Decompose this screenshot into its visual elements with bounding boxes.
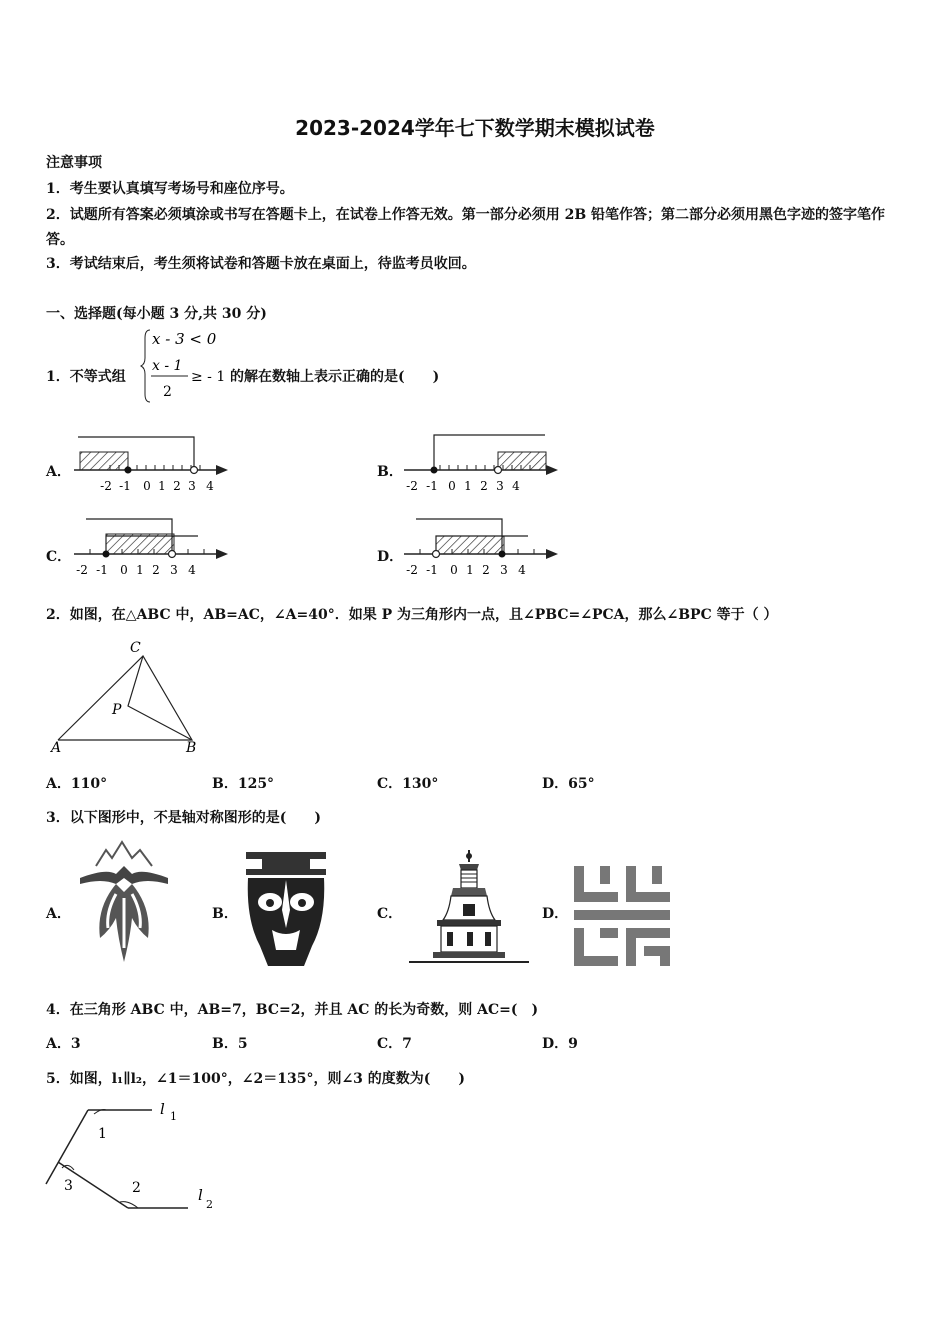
q2-option-c[interactable]: C．130° — [377, 776, 439, 792]
q4-text: 4．在三角形 ABC 中，AB=7，BC=2，并且 AC 的长为奇数，则 AC=( ) — [46, 1002, 539, 1018]
q1-suffix: 的解在数轴上表示正确的是( ) — [230, 369, 440, 385]
tick-label: 4 — [512, 479, 520, 493]
q1-option-b-label[interactable]: B． — [377, 464, 403, 480]
tick-label: -2 — [100, 479, 112, 493]
tick-label: 1 — [466, 563, 474, 577]
tick-label: 2 — [152, 563, 160, 577]
q3-figure-c-pagoda — [407, 848, 531, 966]
tick-label: 0 — [120, 563, 128, 577]
tick-label: -2 — [406, 479, 418, 493]
q1-number-line-c — [70, 512, 240, 580]
q2-triangle-figure — [46, 632, 216, 757]
q2-text: 2．如图，在△ABC 中，AB=AC，∠A=40°．如果 P 为三角形内一点，且∠PBC=∠PCA，那么∠BPC 等于（ ） — [46, 607, 778, 623]
tick-label: 4 — [518, 563, 526, 577]
notice-item-2: 2．试题所有答案必须填涂或书写在答题卡上，在试卷上作答无效。第一部分必须用 2B 铅笔作答；第二部分必须用黑色字迹的签字笔作答。 — [46, 207, 886, 248]
q5-angle-2: 2 — [132, 1180, 141, 1196]
tick-label: 2 — [482, 563, 490, 577]
q3-option-a-label[interactable]: A． — [46, 906, 71, 922]
q2-option-d[interactable]: D．65° — [542, 776, 595, 792]
tick-label: -1 — [426, 479, 438, 493]
q1-number-line-b — [400, 430, 570, 496]
q2-option-b[interactable]: B．125° — [212, 776, 275, 792]
tick-label: 1 — [158, 479, 166, 493]
q1-prefix: 1．不等式组 — [46, 369, 126, 385]
q2-label-b: B — [186, 740, 197, 756]
q2-label-p: P — [112, 702, 122, 718]
q4-option-c[interactable]: C．7 — [377, 1036, 412, 1052]
tick-label: -2 — [76, 563, 88, 577]
tick-label: -2 — [406, 563, 418, 577]
q5-line-l2: l — [198, 1186, 203, 1204]
tick-label: 2 — [173, 479, 181, 493]
notice-item-3: 3．考试结束后，考生须将试卷和答题卡放在桌面上，待监考员收回。 — [46, 256, 476, 272]
q1-line1: x - 3 < 0 — [152, 330, 217, 348]
page-title: 2023-2024学年七下数学期末模拟试卷 — [295, 116, 655, 140]
q1-denominator: 2 — [163, 384, 172, 400]
q3-figure-d-maze-pattern — [574, 866, 670, 966]
section-heading: 一、选择题(每小题 3 分,共 30 分) — [46, 306, 267, 322]
tick-label: 3 — [188, 479, 196, 493]
q1-number-line-a — [70, 430, 240, 496]
q3-figure-a-bird-emblem — [76, 838, 172, 966]
tick-label: 1 — [464, 479, 472, 493]
q3-option-c-label[interactable]: C． — [377, 906, 403, 922]
notice-item-1: 1．考生要认真填写考场号和座位序号。 — [46, 181, 294, 197]
q1-numerator: x - 1 — [152, 358, 183, 374]
q3-option-d-label[interactable]: D． — [542, 906, 569, 922]
q2-label-c: C — [130, 640, 141, 656]
tick-label: 3 — [496, 479, 504, 493]
tick-label: 0 — [143, 479, 151, 493]
q3-option-b-label[interactable]: B． — [212, 906, 238, 922]
tick-label: 3 — [170, 563, 178, 577]
q4-option-a[interactable]: A．3 — [46, 1036, 81, 1052]
q2-option-a[interactable]: A．110° — [46, 776, 108, 792]
tick-label: -1 — [426, 563, 438, 577]
q1-number-line-d — [400, 512, 570, 580]
q2-label-a: A — [51, 740, 62, 756]
q5-line-l2-sub: 2 — [206, 1198, 213, 1211]
q1-inequality-system — [140, 326, 232, 406]
tick-label: 4 — [188, 563, 196, 577]
q4-option-d[interactable]: D．9 — [542, 1036, 578, 1052]
q5-text: 5．如图，l₁∥l₂，∠1＝100°，∠2＝135°，则∠3 的度数为( ) — [46, 1071, 466, 1087]
notice-heading: 注意事项 — [46, 155, 102, 171]
q5-angle-3: 3 — [64, 1178, 73, 1194]
q1-option-d-label[interactable]: D． — [377, 549, 404, 565]
tick-label: -1 — [96, 563, 108, 577]
tick-label: 4 — [206, 479, 214, 493]
tick-label: 0 — [450, 563, 458, 577]
tick-label: 0 — [448, 479, 456, 493]
tick-label: 2 — [480, 479, 488, 493]
q1-rhs: ≥ - 1 — [191, 369, 226, 385]
q5-line-l1: l — [160, 1100, 165, 1118]
q4-option-b[interactable]: B．5 — [212, 1036, 248, 1052]
tick-label: 1 — [136, 563, 144, 577]
q3-figure-b-opera-mask — [242, 850, 330, 968]
tick-label: -1 — [119, 479, 131, 493]
q5-line-l1-sub: 1 — [170, 1110, 177, 1123]
q5-angle-1: 1 — [98, 1126, 107, 1142]
q1-option-a-label[interactable]: A． — [46, 464, 71, 480]
tick-label: 3 — [500, 563, 508, 577]
q5-parallel-lines-figure — [40, 1096, 230, 1221]
q3-text: 3．以下图形中，不是轴对称图形的是( ) — [46, 810, 321, 826]
q1-option-c-label[interactable]: C． — [46, 549, 72, 565]
